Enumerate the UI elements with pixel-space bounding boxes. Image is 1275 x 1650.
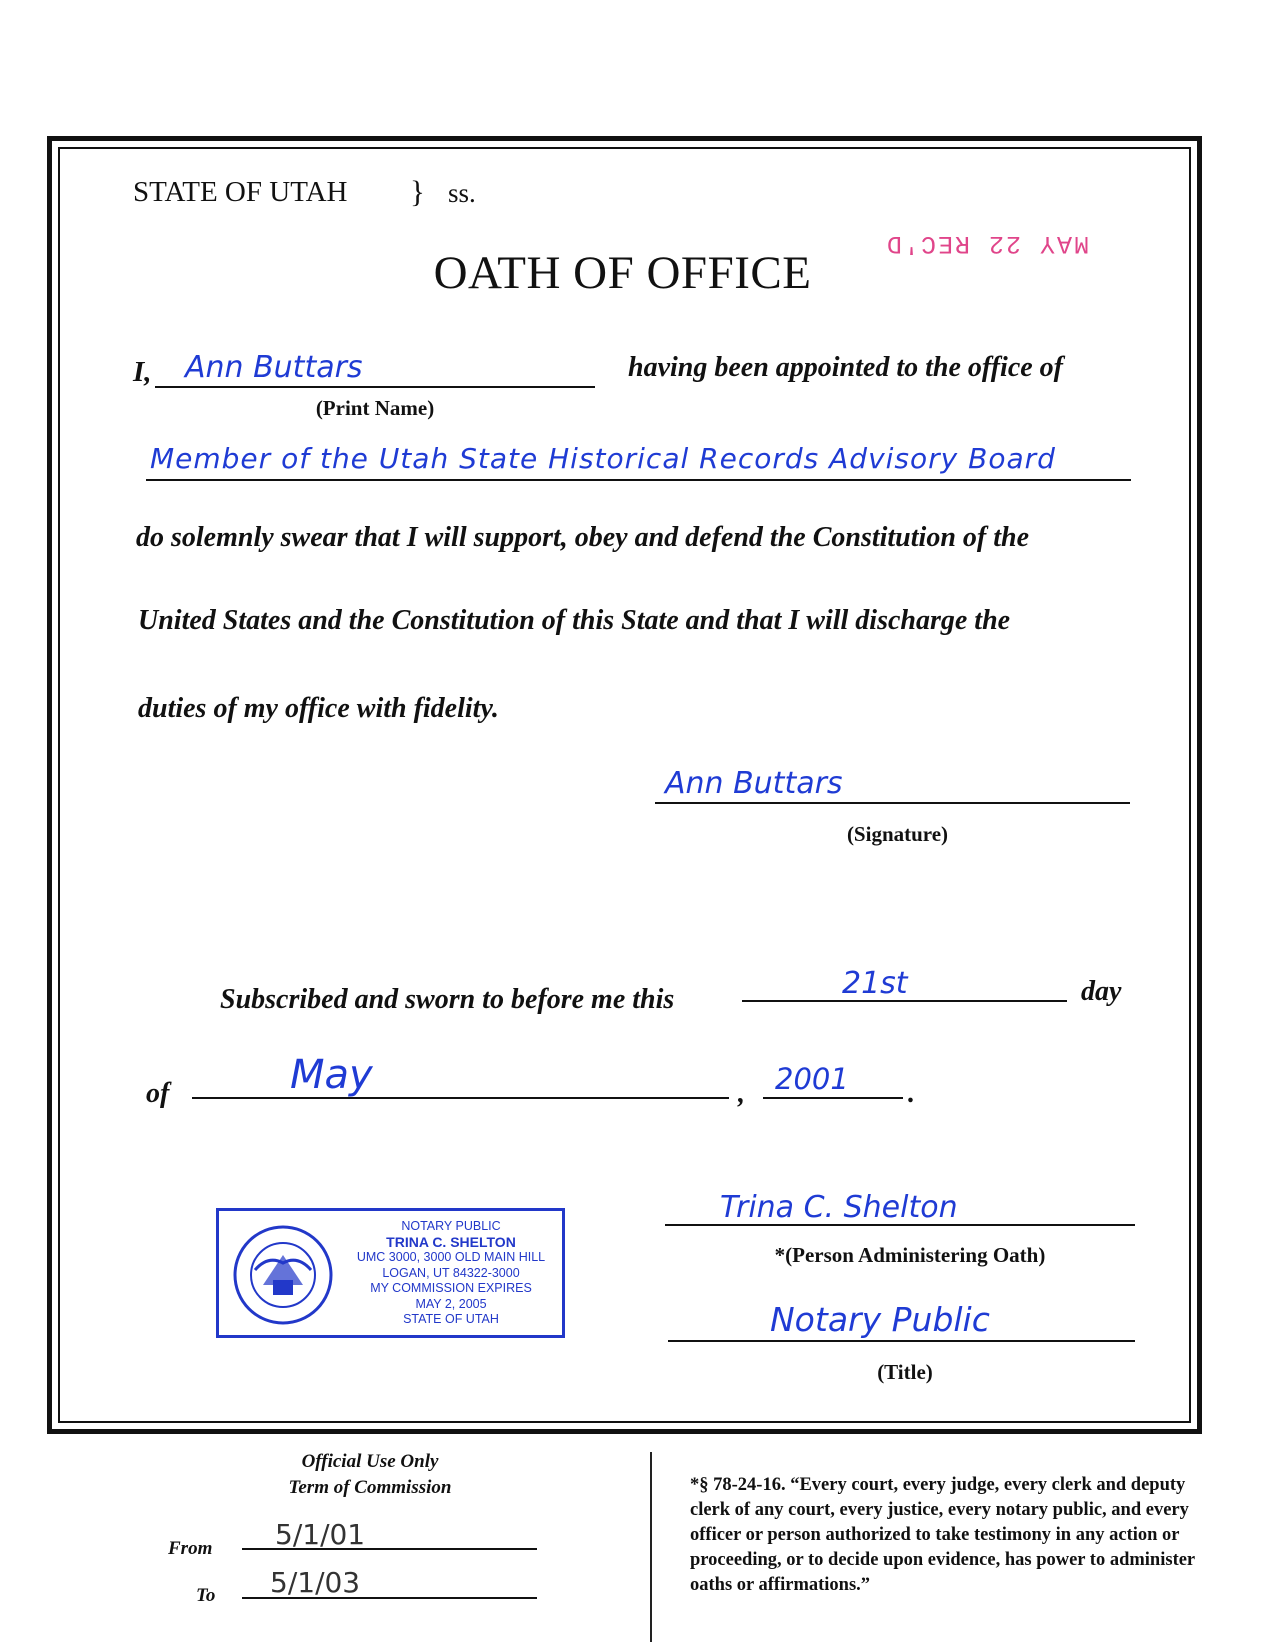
oath-line-3: duties of my office with fidelity. — [138, 693, 499, 724]
signature-line — [655, 802, 1130, 804]
notary-line-6: MAY 2, 2005 — [415, 1296, 487, 1311]
day-label: day — [1081, 976, 1122, 1007]
from-value: 5/1/01 — [275, 1518, 366, 1551]
ss-label: ss. — [448, 178, 476, 208]
year-value: 2001 — [775, 1062, 849, 1096]
notary-line-1: NOTARY PUBLIC — [401, 1219, 501, 1233]
subscribed-text: Subscribed and sworn to before me this — [220, 984, 675, 1015]
day-value: 21st — [842, 966, 908, 1001]
received-stamp: MAY 22 REC'D — [885, 229, 1090, 258]
title-line — [668, 1340, 1135, 1342]
title-value: Notary Public — [770, 1300, 990, 1339]
month-value: May — [290, 1052, 373, 1098]
office-line — [146, 479, 1131, 481]
notary-line-3: UMC 3000, 3000 OLD MAIN HILL — [356, 1250, 546, 1264]
notary-line-7: STATE OF UTAH — [403, 1312, 499, 1326]
notary-stamp — [216, 1208, 565, 1338]
statute-text: *§ 78-24-16. “Every court, every judge, every clerk and deputy clerk of any court, every justice, every notary public, and every officer or person authorized to take testimony in any action or proceeding, or to decide upon evidence, has power to administer oaths or affirmations.” — [690, 1475, 1195, 1595]
footer-divider — [650, 1452, 652, 1642]
of-label: of — [146, 1078, 170, 1109]
signature-caption: (Signature) — [846, 822, 949, 846]
signature-value: Ann Buttars — [665, 766, 843, 801]
print-name-caption: (Print Name) — [315, 396, 435, 420]
comma: , — [738, 1078, 745, 1109]
from-label: From — [168, 1538, 213, 1559]
state-heading: STATE OF UTAH — [133, 176, 348, 208]
notary-line-5: MY COMMISSION EXPIRES — [370, 1281, 532, 1295]
notary-line-4: LOGAN, UT 84322-3000 — [382, 1265, 520, 1280]
official-use-heading — [250, 1449, 490, 1501]
official-use-label: Official Use Only — [301, 1451, 439, 1472]
administering-caption: *(Person Administering Oath) — [774, 1243, 1046, 1267]
term-of-commission-label: Term of Commission — [288, 1477, 452, 1498]
period: . — [908, 1078, 915, 1109]
office-value: Member of the Utah State Historical Records Advisory Board — [150, 442, 1056, 475]
appointed-text: having been appointed to the office of — [628, 352, 1063, 383]
oath-line-2: United States and the Constitution of this State and that I will discharge the — [138, 605, 1011, 636]
month-line — [192, 1097, 729, 1099]
oath-prefix: I, — [133, 356, 152, 388]
to-value: 5/1/03 — [270, 1566, 361, 1599]
state-seal-icon — [233, 1225, 333, 1325]
title-caption: (Title) — [877, 1360, 933, 1384]
print-name-value: Ann Buttars — [185, 350, 363, 385]
notary-line-2: TRINA C. SHELTON — [386, 1233, 516, 1250]
to-label: To — [196, 1585, 216, 1606]
year-line — [763, 1097, 903, 1099]
state-brace: } — [410, 174, 425, 209]
print-name-line — [155, 386, 595, 388]
administering-signature: Trina C. Shelton — [720, 1190, 958, 1225]
document-title: OATH OF OFFICE — [433, 247, 812, 299]
oath-line-1: do solemnly swear that I will support, obey and defend the Constitution of the — [136, 522, 1029, 553]
